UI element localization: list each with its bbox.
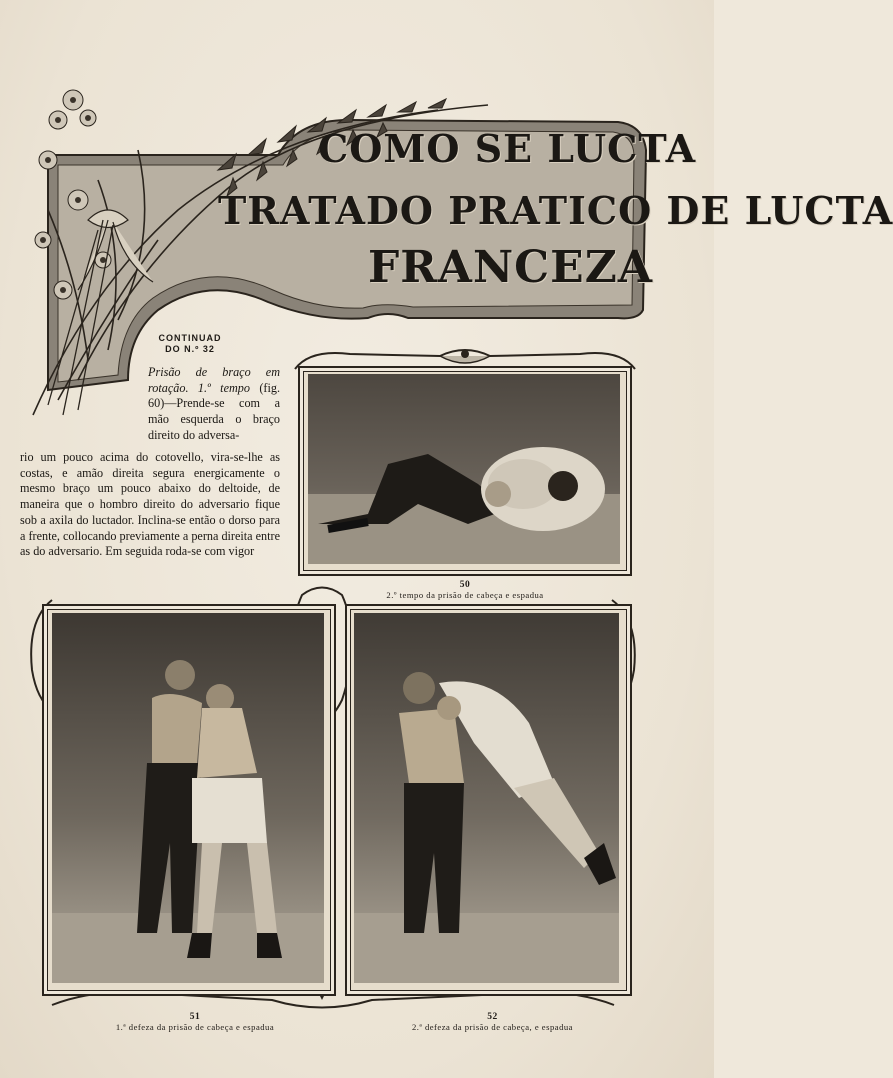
continued-line-1: CONTINUAD	[158, 333, 222, 343]
title-line-3: FRANCEZA	[368, 242, 653, 293]
figure-52-photo	[354, 613, 619, 983]
continued-line-2: DO N.º 32	[165, 344, 215, 354]
article-paragraph: rio um pouco acima do cotovello, vira-se-lhe as costas, e amão direita segura energicamente o mesmo braço um pouco abaixo do deltoide, de maneira que o hombro direito do adversario fique sob a axila do luctador. Inclina-se então o dorso para a frente, collocando previamente a perna direita entre as do adversario. Em seguida roda-se com vigor	[20, 450, 280, 559]
article-heading-rest: (fig. 60)—Prende-se com a mão esquerda o braço direito do adversa-	[148, 380, 280, 442]
continued-note	[150, 333, 230, 355]
title-line-2: TRATADO PRATICO DE LUCTA	[218, 188, 893, 233]
figure-52-caption-text: 2.ª defeza da prisão de cabeça, e espadua	[411, 1022, 573, 1032]
figure-51-photo	[52, 613, 324, 983]
article-heading: Prisão de braço em rotação. 1.º tempo	[148, 365, 280, 395]
figure-51-caption-text: 1.ª defeza da prisão de cabeça e espadua	[115, 1022, 275, 1032]
figure-50-caption-text: 2.º tempo da prisão de cabeça e espadua	[386, 590, 544, 600]
article-intro	[148, 365, 280, 444]
figure-52-number: 52	[487, 1012, 498, 1022]
figure-51-number: 51	[189, 1012, 201, 1022]
figure-51-caption	[95, 1012, 295, 1032]
figure-50-number: 50	[459, 580, 471, 590]
figure-50-photo	[308, 374, 620, 564]
title-line-1: COMO SE LUCTA	[318, 126, 697, 171]
figure-52-caption	[385, 1012, 600, 1032]
